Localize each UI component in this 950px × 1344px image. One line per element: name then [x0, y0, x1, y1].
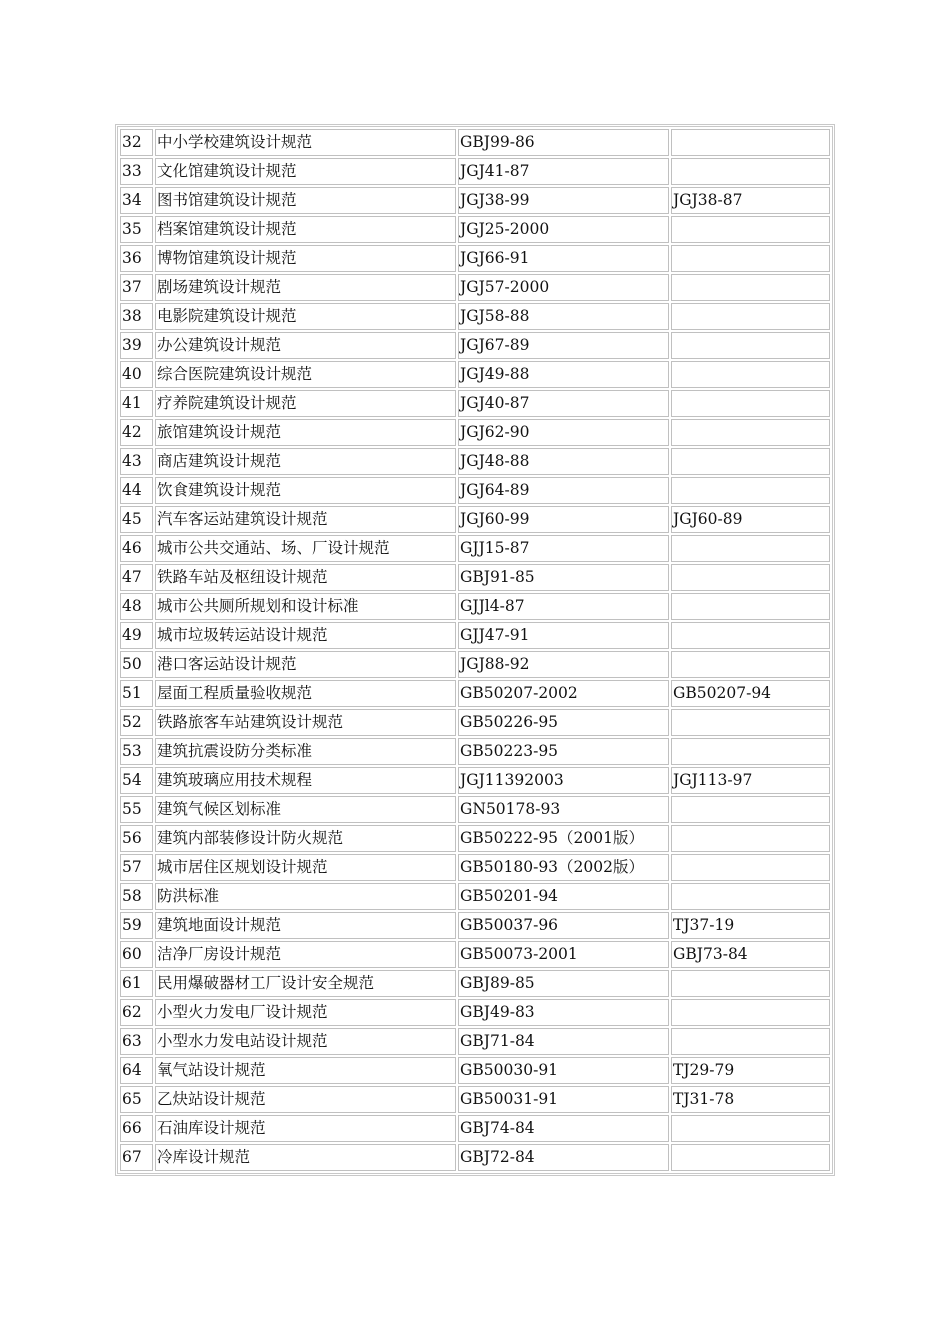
row-number-cell: 37: [120, 274, 153, 301]
replaced-code-cell: [671, 274, 830, 301]
row-number-cell: 56: [120, 825, 153, 852]
replaced-code-cell: [671, 854, 830, 881]
standard-name-cell: 港口客运站设计规范: [155, 651, 456, 678]
replaced-code-cell: [671, 303, 830, 330]
standard-name-cell: 氧气站设计规范: [155, 1057, 456, 1084]
standard-code-cell: GN50178-93: [458, 796, 669, 823]
standard-name-cell: 综合医院建筑设计规范: [155, 361, 456, 388]
row-number-cell: 36: [120, 245, 153, 272]
table-row: [120, 651, 830, 678]
standard-code-cell: JGJ48-88: [458, 448, 669, 475]
standard-name-cell: 饮食建筑设计规范: [155, 477, 456, 504]
row-number-cell: 50: [120, 651, 153, 678]
standard-code-cell: GB50030-91: [458, 1057, 669, 1084]
table-row: [120, 419, 830, 446]
standard-name-cell: 中小学校建筑设计规范: [155, 129, 456, 156]
row-number-cell: 60: [120, 941, 153, 968]
standard-code-cell: GBJ49-83: [458, 999, 669, 1026]
replaced-code-cell: [671, 448, 830, 475]
standard-code-cell: GB50201-94: [458, 883, 669, 910]
table-row: [120, 477, 830, 504]
row-number-cell: 47: [120, 564, 153, 591]
standard-code-cell: JGJ25-2000: [458, 216, 669, 243]
standard-name-cell: 冷库设计规范: [155, 1144, 456, 1171]
standard-code-cell: GBJ74-84: [458, 1115, 669, 1142]
table-row: [120, 1086, 830, 1113]
row-number-cell: 62: [120, 999, 153, 1026]
row-number-cell: 58: [120, 883, 153, 910]
replaced-code-cell: JGJ60-89: [671, 506, 830, 533]
standard-name-cell: 商店建筑设计规范: [155, 448, 456, 475]
row-number-cell: 49: [120, 622, 153, 649]
standard-name-cell: 铁路车站及枢纽设计规范: [155, 564, 456, 591]
standard-code-cell: JGJ38-99: [458, 187, 669, 214]
replaced-code-cell: [671, 390, 830, 417]
replaced-code-cell: [671, 535, 830, 562]
standard-code-cell: GB50180-93（2002版）: [458, 854, 669, 881]
row-number-cell: 51: [120, 680, 153, 707]
replaced-code-cell: [671, 593, 830, 620]
standard-name-cell: 建筑气候区划标准: [155, 796, 456, 823]
standard-name-cell: 剧场建筑设计规范: [155, 274, 456, 301]
table-row: [120, 274, 830, 301]
table-row: [120, 1028, 830, 1055]
row-number-cell: 64: [120, 1057, 153, 1084]
row-number-cell: 59: [120, 912, 153, 939]
row-number-cell: 43: [120, 448, 153, 475]
row-number-cell: 33: [120, 158, 153, 185]
replaced-code-cell: [671, 332, 830, 359]
standard-name-cell: 城市垃圾转运站设计规范: [155, 622, 456, 649]
standard-code-cell: JGJ58-88: [458, 303, 669, 330]
standard-name-cell: 电影院建筑设计规范: [155, 303, 456, 330]
standard-code-cell: GJJ47-91: [458, 622, 669, 649]
table-row: [120, 680, 830, 707]
table-row: [120, 361, 830, 388]
standard-name-cell: 图书馆建筑设计规范: [155, 187, 456, 214]
replaced-code-cell: [671, 999, 830, 1026]
table-row: [120, 999, 830, 1026]
standard-name-cell: 办公建筑设计规范: [155, 332, 456, 359]
table-row: [120, 825, 830, 852]
standard-code-cell: GBJ89-85: [458, 970, 669, 997]
row-number-cell: 67: [120, 1144, 153, 1171]
replaced-code-cell: [671, 970, 830, 997]
standard-name-cell: 小型火力发电厂设计规范: [155, 999, 456, 1026]
standard-code-cell: GBJ72-84: [458, 1144, 669, 1171]
row-number-cell: 52: [120, 709, 153, 736]
standard-name-cell: 疗养院建筑设计规范: [155, 390, 456, 417]
table-row: [120, 129, 830, 156]
table-row: [120, 535, 830, 562]
replaced-code-cell: [671, 158, 830, 185]
table-row: [120, 187, 830, 214]
table-row: [120, 796, 830, 823]
standard-code-cell: GBJ71-84: [458, 1028, 669, 1055]
standard-name-cell: 档案馆建筑设计规范: [155, 216, 456, 243]
table-row: [120, 941, 830, 968]
row-number-cell: 44: [120, 477, 153, 504]
replaced-code-cell: TJ29-79: [671, 1057, 830, 1084]
replaced-code-cell: [671, 738, 830, 765]
standard-name-cell: 屋面工程质量验收规范: [155, 680, 456, 707]
standard-code-cell: GB50207-2002: [458, 680, 669, 707]
table-row: [120, 970, 830, 997]
row-number-cell: 65: [120, 1086, 153, 1113]
table-row: [120, 593, 830, 620]
replaced-code-cell: [671, 245, 830, 272]
table-row: [120, 1057, 830, 1084]
row-number-cell: 35: [120, 216, 153, 243]
table-row: [120, 1144, 830, 1171]
row-number-cell: 48: [120, 593, 153, 620]
table-row: [120, 158, 830, 185]
standard-name-cell: 防洪标准: [155, 883, 456, 910]
standard-code-cell: GB50073-2001: [458, 941, 669, 968]
table-row: [120, 506, 830, 533]
standard-code-cell: JGJ41-87: [458, 158, 669, 185]
standard-code-cell: GBJ99-86: [458, 129, 669, 156]
standard-code-cell: GB50226-95: [458, 709, 669, 736]
standard-name-cell: 乙炔站设计规范: [155, 1086, 456, 1113]
replaced-code-cell: [671, 361, 830, 388]
standard-name-cell: 文化馆建筑设计规范: [155, 158, 456, 185]
standard-code-cell: JGJ49-88: [458, 361, 669, 388]
standard-code-cell: GB50223-95: [458, 738, 669, 765]
replaced-code-cell: [671, 825, 830, 852]
standard-code-cell: JGJ40-87: [458, 390, 669, 417]
replaced-code-cell: [671, 1028, 830, 1055]
replaced-code-cell: [671, 1115, 830, 1142]
standards-table-body: [120, 129, 830, 1171]
standard-code-cell: GB50037-96: [458, 912, 669, 939]
row-number-cell: 40: [120, 361, 153, 388]
row-number-cell: 38: [120, 303, 153, 330]
standard-name-cell: 铁路旅客车站建筑设计规范: [155, 709, 456, 736]
standards-table: [115, 124, 835, 1176]
replaced-code-cell: [671, 622, 830, 649]
replaced-code-cell: [671, 651, 830, 678]
standard-code-cell: GJJ15-87: [458, 535, 669, 562]
standard-code-cell: GB50222-95（2001版）: [458, 825, 669, 852]
standard-code-cell: GJJl4-87: [458, 593, 669, 620]
standard-name-cell: 洁净厂房设计规范: [155, 941, 456, 968]
replaced-code-cell: [671, 564, 830, 591]
replaced-code-cell: JGJ113-97: [671, 767, 830, 794]
standard-name-cell: 博物馆建筑设计规范: [155, 245, 456, 272]
replaced-code-cell: JGJ38-87: [671, 187, 830, 214]
replaced-code-cell: GB50207-94: [671, 680, 830, 707]
table-row: [120, 883, 830, 910]
table-row: [120, 332, 830, 359]
standard-code-cell: JGJ60-99: [458, 506, 669, 533]
table-row: [120, 912, 830, 939]
standard-code-cell: GBJ91-85: [458, 564, 669, 591]
table-row: [120, 390, 830, 417]
row-number-cell: 66: [120, 1115, 153, 1142]
row-number-cell: 54: [120, 767, 153, 794]
row-number-cell: 53: [120, 738, 153, 765]
standard-name-cell: 城市公共厕所规划和设计标准: [155, 593, 456, 620]
replaced-code-cell: [671, 709, 830, 736]
table-row: [120, 303, 830, 330]
table-row: [120, 1115, 830, 1142]
replaced-code-cell: [671, 477, 830, 504]
table-row: [120, 854, 830, 881]
standard-code-cell: JGJ66-91: [458, 245, 669, 272]
replaced-code-cell: [671, 1144, 830, 1171]
table-row: [120, 738, 830, 765]
row-number-cell: 46: [120, 535, 153, 562]
standard-name-cell: 小型水力发电站设计规范: [155, 1028, 456, 1055]
row-number-cell: 42: [120, 419, 153, 446]
standard-name-cell: 建筑抗震设防分类标准: [155, 738, 456, 765]
standard-code-cell: JGJ67-89: [458, 332, 669, 359]
replaced-code-cell: [671, 796, 830, 823]
table-row: [120, 767, 830, 794]
table-row: [120, 709, 830, 736]
row-number-cell: 45: [120, 506, 153, 533]
replaced-code-cell: GBJ73-84: [671, 941, 830, 968]
standard-name-cell: 城市居住区规划设计规范: [155, 854, 456, 881]
row-number-cell: 34: [120, 187, 153, 214]
standard-code-cell: JGJ11392003: [458, 767, 669, 794]
row-number-cell: 41: [120, 390, 153, 417]
standard-name-cell: 旅馆建筑设计规范: [155, 419, 456, 446]
standard-name-cell: 建筑玻璃应用技术规程: [155, 767, 456, 794]
table-row: [120, 216, 830, 243]
table-row: [120, 564, 830, 591]
row-number-cell: 55: [120, 796, 153, 823]
standard-code-cell: JGJ88-92: [458, 651, 669, 678]
row-number-cell: 63: [120, 1028, 153, 1055]
standard-code-cell: GB50031-91: [458, 1086, 669, 1113]
standard-name-cell: 建筑内部装修设计防火规范: [155, 825, 456, 852]
row-number-cell: 39: [120, 332, 153, 359]
replaced-code-cell: [671, 216, 830, 243]
replaced-code-cell: [671, 129, 830, 156]
standard-name-cell: 石油库设计规范: [155, 1115, 456, 1142]
standard-code-cell: JGJ62-90: [458, 419, 669, 446]
standard-name-cell: 建筑地面设计规范: [155, 912, 456, 939]
row-number-cell: 61: [120, 970, 153, 997]
replaced-code-cell: TJ37-19: [671, 912, 830, 939]
replaced-code-cell: [671, 883, 830, 910]
table-row: [120, 245, 830, 272]
replaced-code-cell: TJ31-78: [671, 1086, 830, 1113]
standard-name-cell: 民用爆破器材工厂设计安全规范: [155, 970, 456, 997]
standard-code-cell: JGJ57-2000: [458, 274, 669, 301]
standard-name-cell: 汽车客运站建筑设计规范: [155, 506, 456, 533]
table-row: [120, 622, 830, 649]
standard-name-cell: 城市公共交通站、场、厂设计规范: [155, 535, 456, 562]
table-row: [120, 448, 830, 475]
row-number-cell: 32: [120, 129, 153, 156]
row-number-cell: 57: [120, 854, 153, 881]
standard-code-cell: JGJ64-89: [458, 477, 669, 504]
replaced-code-cell: [671, 419, 830, 446]
